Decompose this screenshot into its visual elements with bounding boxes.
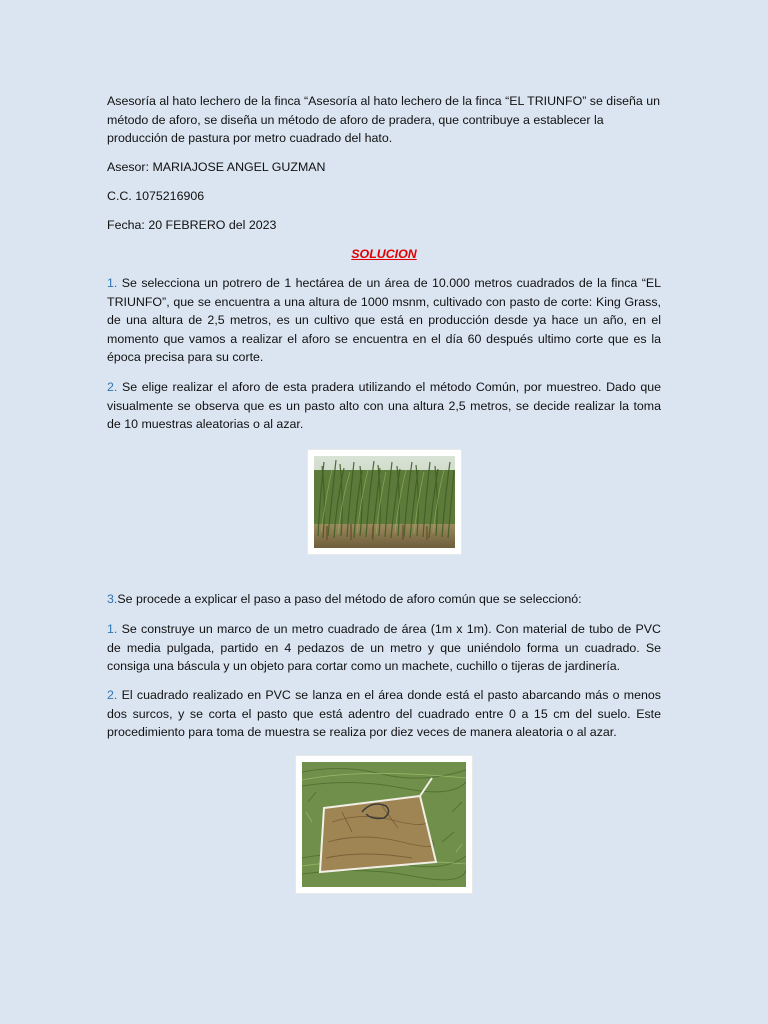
solution-title: SOLUCION xyxy=(351,247,417,261)
advisor-line: Asesor: MARIAJOSE ANGEL GUZMAN xyxy=(107,160,326,174)
intro-paragraph: Asesoría al hato lechero de la finca “Asesoría al hato lechero de la finca “EL TRIUNFO” se diseña un método de aforo, se diseña un método de aforo de pradera, que contribuye a establecer la producción de pastura por metro cuadrado del hato. xyxy=(107,94,661,146)
pvc-square-image xyxy=(302,762,466,887)
date-line: Fecha: 20 FEBRERO del 2023 xyxy=(107,218,277,232)
substep-text: Se construye un marco de un metro cuadrado de área (1m x 1m). Con material de tubo de PVC de media pulgada, partido en 4 pedazos de un metro y que uniéndolo forma un cuadrado. Se consiga una báscula y un objeto para cortar como un machete, cuchillo o tijeras de jardinería. xyxy=(107,622,661,674)
step-1 xyxy=(107,274,661,367)
substep-number: 2. xyxy=(107,688,118,702)
substep-text: El cuadrado realizado en PVC se lanza en el área donde está el pasto abarcando más o menos dos surcos, y se corta el pasto que está adentro del cuadrado entre 0 a 15 cm del suelo. Este procedimiento para toma de muestra se realiza por diez veces de manera aleatoria o al azar. xyxy=(107,688,661,740)
step-number: 2. xyxy=(107,380,118,394)
id-line: C.C. 1075216906 xyxy=(107,189,205,203)
step-number: 1. xyxy=(107,276,118,290)
substep-2 xyxy=(107,686,661,742)
substep-number: 1. xyxy=(107,622,118,636)
photo-tall-grass xyxy=(308,450,461,554)
step-text: Se elige realizar el aforo de esta pradera utilizando el método Común, por muestreo. Dado que visualmente se observa que es un pasto alto con una altura 2,5 metros, se decide realizar la toma de 10 muestras aleatorias o al azar. xyxy=(107,380,661,432)
step-text: Se selecciona un potrero de 1 hectárea de un área de 10.000 metros cuadrados de la finca “EL TRIUNFO”, que se encuentra a una altura de 1000 msnm, cultivado con pasto de corte: King Grass, de una altura de 2,5 metros, es un cultivo que está en producción desde ya hace un año, en el momento que vamos a realizar el aforo se encuentra en el día 60 después ultimo corte que es la época precisa para su corte. xyxy=(107,276,661,365)
photo-pvc-square xyxy=(296,756,472,893)
substep-1 xyxy=(107,620,661,676)
step-number: 3. xyxy=(107,592,118,606)
step-3 xyxy=(107,590,661,609)
step-text: Se procede a explicar el paso a paso del método de aforo común que se seleccionó: xyxy=(117,592,582,606)
tall-grass-image xyxy=(314,456,455,548)
step-2 xyxy=(107,378,661,434)
